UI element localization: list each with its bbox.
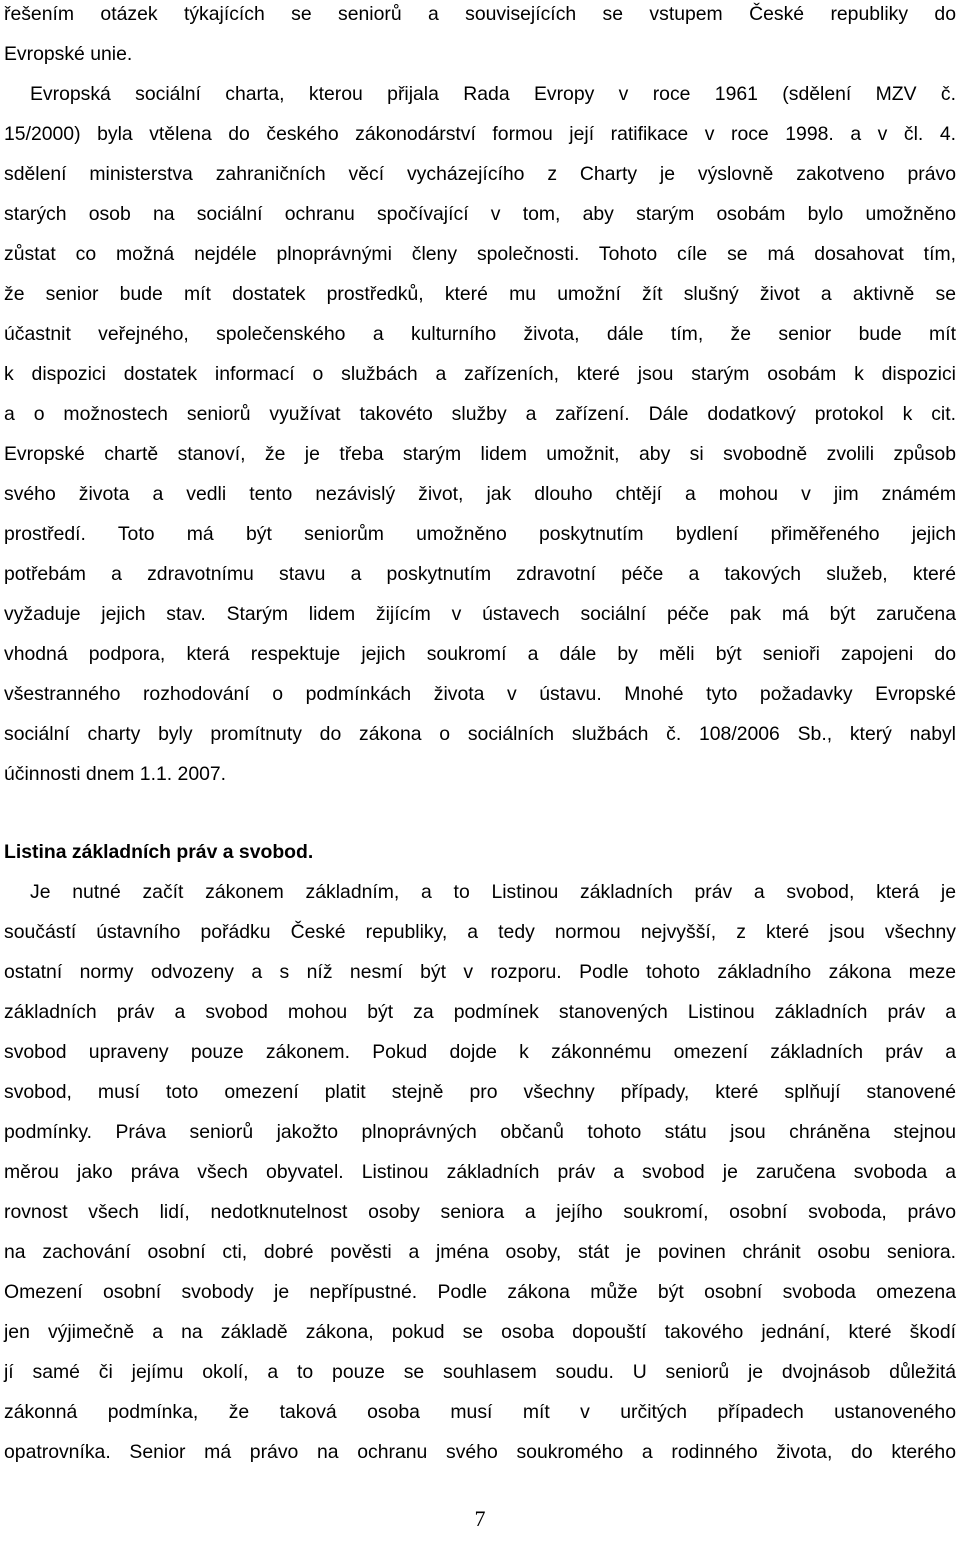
paragraph-line: 15/2000) byla vtělena do českého zákonodárství formou její ratifikace v roce 1998. a v čl. 4.	[4, 123, 956, 145]
paragraph-line: Evropská sociální charta, kterou přijala Rada Evropy v roce 1961 (sdělení MZV č.	[30, 83, 956, 105]
paragraph-line: Je nutné začít zákonem základním, a to Listinou základních práv a svobod, která je	[30, 881, 956, 903]
paragraph-line: řešením otázek týkajících se seniorů a souvisejících se vstupem České republiky do	[4, 3, 956, 25]
paragraph-line: podmínky. Práva seniorů jakožto plnoprávných občanů tohoto státu jsou chráněna stejnou	[4, 1121, 956, 1143]
paragraph-line: jen výjimečně a na základě zákona, pokud se osoba dopouští takového jednání, které škodí	[4, 1321, 956, 1343]
paragraph-line: základních práv a svobod mohou být za podmínek stanovených Listinou základních práv a	[4, 1001, 956, 1023]
paragraph-line: prostředí. Toto má být seniorům umožněno poskytnutím bydlení přiměřeného jejich	[4, 523, 956, 545]
paragraph-line: účastnit veřejného, společenského a kulturního života, dále tím, že senior bude mít	[4, 323, 956, 345]
paragraph-line: svobod, musí toto omezení platit stejně pro všechny případy, které splňují stanovené	[4, 1081, 956, 1103]
paragraph-line: jí samé či jejímu okolí, a to pouze se souhlasem soudu. U seniorů je dvojnásob důležitá	[4, 1361, 956, 1383]
paragraph-line: rovnost všech lidí, nedotknutelnost osoby seniora a jejího soukromí, osobní svoboda, právo	[4, 1201, 956, 1223]
paragraph-line: zůstat co možná nejdéle plnoprávnými členy společnosti. Tohoto cíle se má dosahovat tím,	[4, 243, 956, 265]
paragraph-line: že senior bude mít dostatek prostředků, které mu umožní žít slušný život a aktivně se	[4, 283, 956, 305]
page-number: 7	[474, 1506, 486, 1531]
paragraph-line: měrou jako práva všech obyvatel. Listinou základních práv a svobod je zaručena svoboda a	[4, 1161, 956, 1183]
paragraph-line: k dispozici dostatek informací o službách a zařízeních, které jsou starým osobám k dispozici	[4, 363, 956, 385]
paragraph-line: Evropské chartě stanoví, že je třeba starým lidem umožnit, aby si svobodně zvolili způsob	[4, 443, 956, 465]
paragraph-line: účinnosti dnem 1.1. 2007.	[4, 763, 227, 785]
paragraph-line: sdělení ministerstva zahraničních věcí vycházejícího z Charty je výslovně zakotveno právo	[4, 163, 956, 185]
paragraph-line: starých osob na sociální ochranu spočívající v tom, aby starým osobám bylo umožněno	[4, 203, 956, 225]
paragraph-line: sociální charty byly promítnuty do zákona o sociálních službách č. 108/2006 Sb., který nabyl	[4, 723, 956, 745]
paragraph-line: všestranného rozhodování o podmínkách života v ústavu. Mnohé tyto požadavky Evropské	[4, 683, 956, 705]
paragraph-line: zákonná podmínka, že taková osoba musí mít v určitých případech ustanoveného	[4, 1401, 956, 1423]
paragraph-line: opatrovníka. Senior má právo na ochranu svého soukromého a rodinného života, do kterého	[4, 1441, 956, 1463]
paragraph-line: potřebám a zdravotnímu stavu a poskytnutím zdravotní péče a takových služeb, které	[4, 563, 956, 585]
paragraph-line: svobod upraveny pouze zákonem. Pokud dojde k zákonnému omezení základních práv a	[4, 1041, 956, 1063]
paragraph-line: Omezení osobní svobody je nepřípustné. Podle zákona může být osobní svoboda omezena	[4, 1281, 956, 1303]
paragraph-line: ostatní normy odvozeny a s níž nesmí být v rozporu. Podle tohoto základního zákona meze	[4, 961, 956, 983]
paragraph-line: na zachování osobní cti, dobré pověsti a jména osoby, stát je povinen chránit osobu seniora.	[4, 1241, 956, 1263]
paragraph-line: a o možnostech seniorů využívat takovéto služby a zařízení. Dále dodatkový protokol k cit.	[4, 403, 956, 425]
section-heading: Listina základních práv a svobod.	[4, 841, 314, 863]
paragraph-line: vyžaduje jejich stav. Starým lidem žijícím v ústavech sociální péče pak má být zaručena	[4, 603, 956, 625]
paragraph-line: svého života a vedli tento nezávislý život, jak dlouho chtějí a mohou v jim známém	[4, 483, 956, 505]
paragraph-line: součástí ústavního pořádku České republiky, a tedy normou nejvyšší, z které jsou všechny	[4, 921, 956, 943]
paragraph-line: Evropské unie.	[4, 43, 133, 65]
paragraph-line: vhodná podpora, která respektuje jejich soukromí a dále by měli být senioři zapojeni do	[4, 643, 956, 665]
